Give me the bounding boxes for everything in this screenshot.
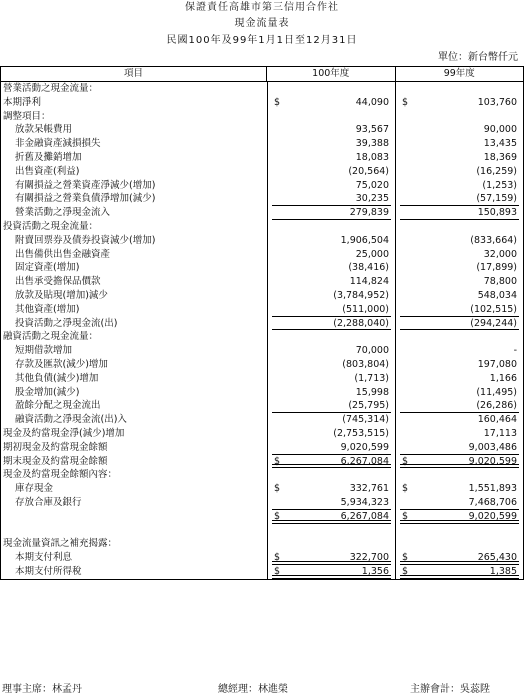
cell-year-100 [267, 427, 395, 441]
cell-year-100 [267, 372, 395, 386]
double-underline [272, 575, 391, 579]
row-label: 固定資產(增加) [15, 262, 80, 274]
cell-year-100 [267, 565, 395, 579]
cell-year-100 [267, 165, 395, 179]
row-label: 盈餘分配之現金流出 [15, 400, 101, 412]
table-row [1, 399, 523, 413]
table-header [1, 67, 523, 82]
cell-year-99 [395, 96, 523, 110]
cell-year-99 [395, 123, 523, 137]
cell-year-99 [395, 261, 523, 275]
amount: 322,700 [349, 552, 389, 564]
cell-year-100 [267, 399, 395, 413]
row-label: 期初現金及約當現金餘額 [3, 441, 108, 453]
amount: 279,839 [349, 207, 389, 219]
table-row [1, 206, 523, 220]
cell-year-100 [267, 275, 395, 289]
statement-period: 民國100年及99年1月1日至12月31日 [166, 35, 358, 46]
row-label: 現金流量資訊之補充揭露： [3, 538, 118, 550]
amount: 90,000 [483, 124, 517, 136]
cell-year-99 [395, 399, 523, 413]
amount: 78,800 [483, 276, 517, 288]
cell-year-100 [267, 248, 395, 262]
cell-year-100 [267, 123, 395, 137]
amount: 9,003,486 [468, 441, 517, 453]
amount: - [513, 345, 517, 357]
currency-symbol: $ [402, 565, 409, 577]
table-row [1, 275, 523, 289]
amount: 75,020 [355, 179, 389, 191]
amount: 17,113 [483, 427, 517, 439]
cell-year-99 [395, 565, 523, 579]
table-row [1, 441, 523, 455]
cell-year-100 [267, 234, 395, 248]
row-label: 存款及匯款(減少)增加 [15, 358, 108, 370]
cell-year-99 [395, 468, 523, 482]
amount: (57,159) [476, 193, 517, 205]
currency-symbol: $ [274, 96, 281, 108]
amount: 9,020,599 [468, 455, 517, 467]
column-header-year-100: 100年度 [266, 67, 395, 81]
currency-symbol: $ [274, 552, 281, 564]
table-row [1, 413, 523, 427]
amount: 548,034 [477, 289, 517, 301]
cell-year-100 [267, 82, 395, 96]
row-label: 營業活動之淨現金流入 [15, 207, 111, 219]
row-label: 庫存現金 [15, 483, 54, 495]
signature-general-manager: 總經理：林進榮 [218, 684, 288, 695]
cell-year-99 [395, 110, 523, 124]
amount: 1,385 [489, 565, 517, 577]
cell-year-100 [267, 192, 395, 206]
cell-year-99 [395, 344, 523, 358]
amount: (2,753,515) [333, 427, 389, 439]
cell-year-99 [395, 82, 523, 96]
cell-year-99 [395, 496, 523, 510]
cell-year-100 [267, 330, 395, 344]
amount: 332,761 [349, 483, 389, 495]
amount: 1,906,504 [340, 234, 389, 246]
cell-year-99 [395, 165, 523, 179]
row-label: 其他負債(減少)增加 [15, 372, 99, 384]
table-row [1, 123, 523, 137]
cell-year-99 [395, 303, 523, 317]
statement-title: 現金流量表 [234, 18, 290, 29]
cell-year-100 [267, 455, 395, 469]
row-label: 折舊及攤銷增加 [15, 151, 82, 163]
cell-year-100 [267, 537, 395, 551]
row-label: 現金及約當現金餘額內容： [3, 469, 118, 481]
cell-year-100 [267, 468, 395, 482]
signature-accountant: 主辦會計：吳蕊陞 [410, 684, 490, 695]
amount: 114,824 [349, 276, 389, 288]
amount: 18,369 [483, 151, 517, 163]
cell-year-100 [267, 96, 395, 110]
row-label: 短期借款增加 [15, 345, 73, 357]
cell-year-99 [395, 427, 523, 441]
currency-symbol: $ [402, 510, 409, 522]
row-label [1, 510, 267, 524]
amount: 1,356 [361, 565, 389, 577]
table-row [1, 165, 523, 179]
company-name: 保證責任高雄市第三信用合作社 [185, 2, 339, 13]
table-row [1, 551, 523, 565]
cell-year-100 [267, 289, 395, 303]
cell-year-100 [267, 110, 395, 124]
cell-year-100 [267, 524, 395, 538]
table-row [1, 289, 523, 303]
cell-year-100 [267, 496, 395, 510]
table-row [1, 496, 523, 510]
table-row [1, 524, 523, 538]
amount: 32,000 [483, 248, 517, 260]
cell-year-100 [267, 206, 395, 220]
cash-flow-table [0, 66, 524, 580]
amount: 5,934,323 [340, 496, 389, 508]
amount: (3,784,952) [333, 289, 389, 301]
amount: (38,416) [348, 262, 389, 274]
amount: 25,000 [355, 248, 389, 260]
cell-year-100 [267, 441, 395, 455]
amount: (25,795) [348, 400, 389, 412]
table-row [1, 344, 523, 358]
table-row [1, 468, 523, 482]
cell-year-99 [395, 234, 523, 248]
cell-year-99 [395, 151, 523, 165]
row-label: 放款呆帳費用 [15, 124, 73, 136]
cell-year-100 [267, 151, 395, 165]
amount: (1,713) [354, 372, 389, 384]
row-label: 投資活動之淨現金流(出) [15, 317, 118, 329]
cell-year-99 [395, 455, 523, 469]
table-row [1, 248, 523, 262]
currency-symbol: $ [274, 455, 281, 467]
amount: (803,804) [342, 358, 389, 370]
signature-chairman: 理事主席：林孟丹 [2, 684, 82, 695]
cell-year-99 [395, 537, 523, 551]
cell-year-100 [267, 179, 395, 193]
table-row [1, 303, 523, 317]
table-row [1, 427, 523, 441]
table-row [1, 192, 523, 206]
row-label [1, 524, 267, 538]
amount: (26,286) [476, 400, 517, 412]
amount: (17,899) [476, 262, 517, 274]
table-body [1, 82, 523, 579]
amount: (2,288,040) [333, 317, 389, 329]
row-label: 營業活動之現金流量： [3, 83, 99, 94]
amount: 7,468,706 [468, 496, 517, 508]
table-row [1, 179, 523, 193]
amount: 103,760 [477, 96, 517, 108]
row-label: 出售承受擔保品價款 [15, 276, 101, 288]
amount: 1,166 [489, 372, 517, 384]
double-underline [400, 575, 519, 579]
amount: 13,435 [483, 138, 517, 150]
row-label: 融資活動之淨現金流(出)入 [15, 414, 127, 426]
cell-year-100 [267, 386, 395, 400]
amount: 18,083 [355, 151, 389, 163]
cell-year-99 [395, 524, 523, 538]
cell-year-100 [267, 303, 395, 317]
table-row [1, 317, 523, 331]
cell-year-99 [395, 206, 523, 220]
row-label: 非金融資產減損損失 [15, 138, 101, 150]
cell-year-100 [267, 220, 395, 234]
amount: (745,314) [342, 414, 389, 426]
cell-year-100 [267, 510, 395, 524]
table-row [1, 220, 523, 234]
amount: (20,564) [348, 165, 389, 177]
table-row [1, 537, 523, 551]
cell-year-99 [395, 248, 523, 262]
cell-year-99 [395, 482, 523, 496]
amount: (294,244) [470, 317, 517, 329]
row-label: 出售備供出售金融資產 [15, 248, 111, 260]
cell-year-99 [395, 192, 523, 206]
row-label: 本期淨利 [3, 96, 42, 108]
row-label: 調整項目： [3, 110, 51, 122]
cell-year-99 [395, 413, 523, 427]
column-header-item: 項目 [123, 68, 143, 79]
currency-symbol: $ [274, 565, 281, 577]
cell-year-100 [267, 344, 395, 358]
row-label: 股金增加(減少) [15, 386, 80, 398]
row-label: 有關損益之營業負債淨增加(減少) [15, 193, 156, 205]
amount: 15,998 [355, 386, 389, 398]
cell-year-100 [267, 358, 395, 372]
table-row [1, 110, 523, 124]
row-label: 附賣回票券及債券投資減少(增加) [15, 234, 156, 246]
amount: 93,567 [355, 124, 389, 136]
table-row [1, 137, 523, 151]
amount: 44,090 [355, 96, 389, 108]
cell-year-100 [267, 551, 395, 565]
currency-symbol: $ [274, 483, 281, 495]
currency-symbol: $ [402, 96, 409, 108]
currency-symbol: $ [402, 552, 409, 564]
column-header-year-99: 99年度 [395, 67, 524, 81]
table-row [1, 372, 523, 386]
cell-year-99 [395, 317, 523, 331]
currency-symbol: $ [402, 455, 409, 467]
amount: 1,551,893 [468, 483, 517, 495]
amount: (833,664) [470, 234, 517, 246]
table-row [1, 358, 523, 372]
table-row [1, 151, 523, 165]
amount: (511,000) [342, 303, 389, 315]
currency-symbol: $ [402, 483, 409, 495]
cell-year-99 [395, 275, 523, 289]
row-label: 其他資產(增加) [15, 303, 80, 315]
cell-year-99 [395, 179, 523, 193]
amount: 9,020,599 [468, 510, 517, 522]
row-label: 出售資產(利益) [15, 165, 80, 177]
row-label: 投資活動之現金流量： [3, 220, 99, 232]
cell-year-99 [395, 289, 523, 303]
cell-year-100 [267, 261, 395, 275]
row-label: 現金及約當現金淨(減少)增加 [3, 427, 125, 439]
table-row [1, 482, 523, 496]
cell-year-99 [395, 220, 523, 234]
cell-year-100 [267, 482, 395, 496]
amount: 39,388 [355, 138, 389, 150]
row-label: 本期支付所得稅 [15, 565, 82, 577]
table-row [1, 386, 523, 400]
amount: 265,430 [477, 552, 517, 564]
cell-year-100 [267, 413, 395, 427]
cell-year-99 [395, 330, 523, 344]
amount: (16,259) [476, 165, 517, 177]
row-label: 有關損益之營業資產淨減少(增加) [15, 179, 156, 191]
table-row [1, 234, 523, 248]
amount: (11,495) [476, 386, 517, 398]
cell-year-99 [395, 510, 523, 524]
amount: 6,267,084 [340, 510, 389, 522]
cell-year-99 [395, 372, 523, 386]
row-label: 融資活動之現金流量： [3, 331, 99, 343]
amount: 70,000 [355, 345, 389, 357]
row-label: 存放合庫及銀行 [15, 496, 82, 508]
table-row [1, 96, 523, 110]
table-row [1, 330, 523, 344]
cell-year-99 [395, 551, 523, 565]
amount: 9,020,599 [340, 441, 389, 453]
cell-year-100 [267, 317, 395, 331]
currency-symbol: $ [274, 510, 281, 522]
currency-unit: 單位：新台幣仟元 [438, 52, 518, 63]
cell-year-99 [395, 386, 523, 400]
row-label: 放款及貼現(增加)減少 [15, 289, 108, 301]
amount: 197,080 [477, 358, 517, 370]
table-row [1, 565, 523, 579]
table-row [1, 261, 523, 275]
table-row [1, 455, 523, 469]
cell-year-99 [395, 358, 523, 372]
table-row [1, 510, 523, 524]
table-row [1, 82, 523, 96]
amount: (1,253) [482, 179, 517, 191]
row-label: 期末現金及約當現金餘額 [3, 455, 108, 467]
cell-year-100 [267, 137, 395, 151]
cell-year-99 [395, 441, 523, 455]
amount: 160,464 [477, 414, 517, 426]
amount: 6,267,084 [340, 455, 389, 467]
row-label: 本期支付利息 [15, 552, 73, 564]
cell-year-99 [395, 137, 523, 151]
amount: 150,893 [477, 207, 517, 219]
amount: 30,235 [355, 193, 389, 205]
amount: (102,515) [470, 303, 517, 315]
